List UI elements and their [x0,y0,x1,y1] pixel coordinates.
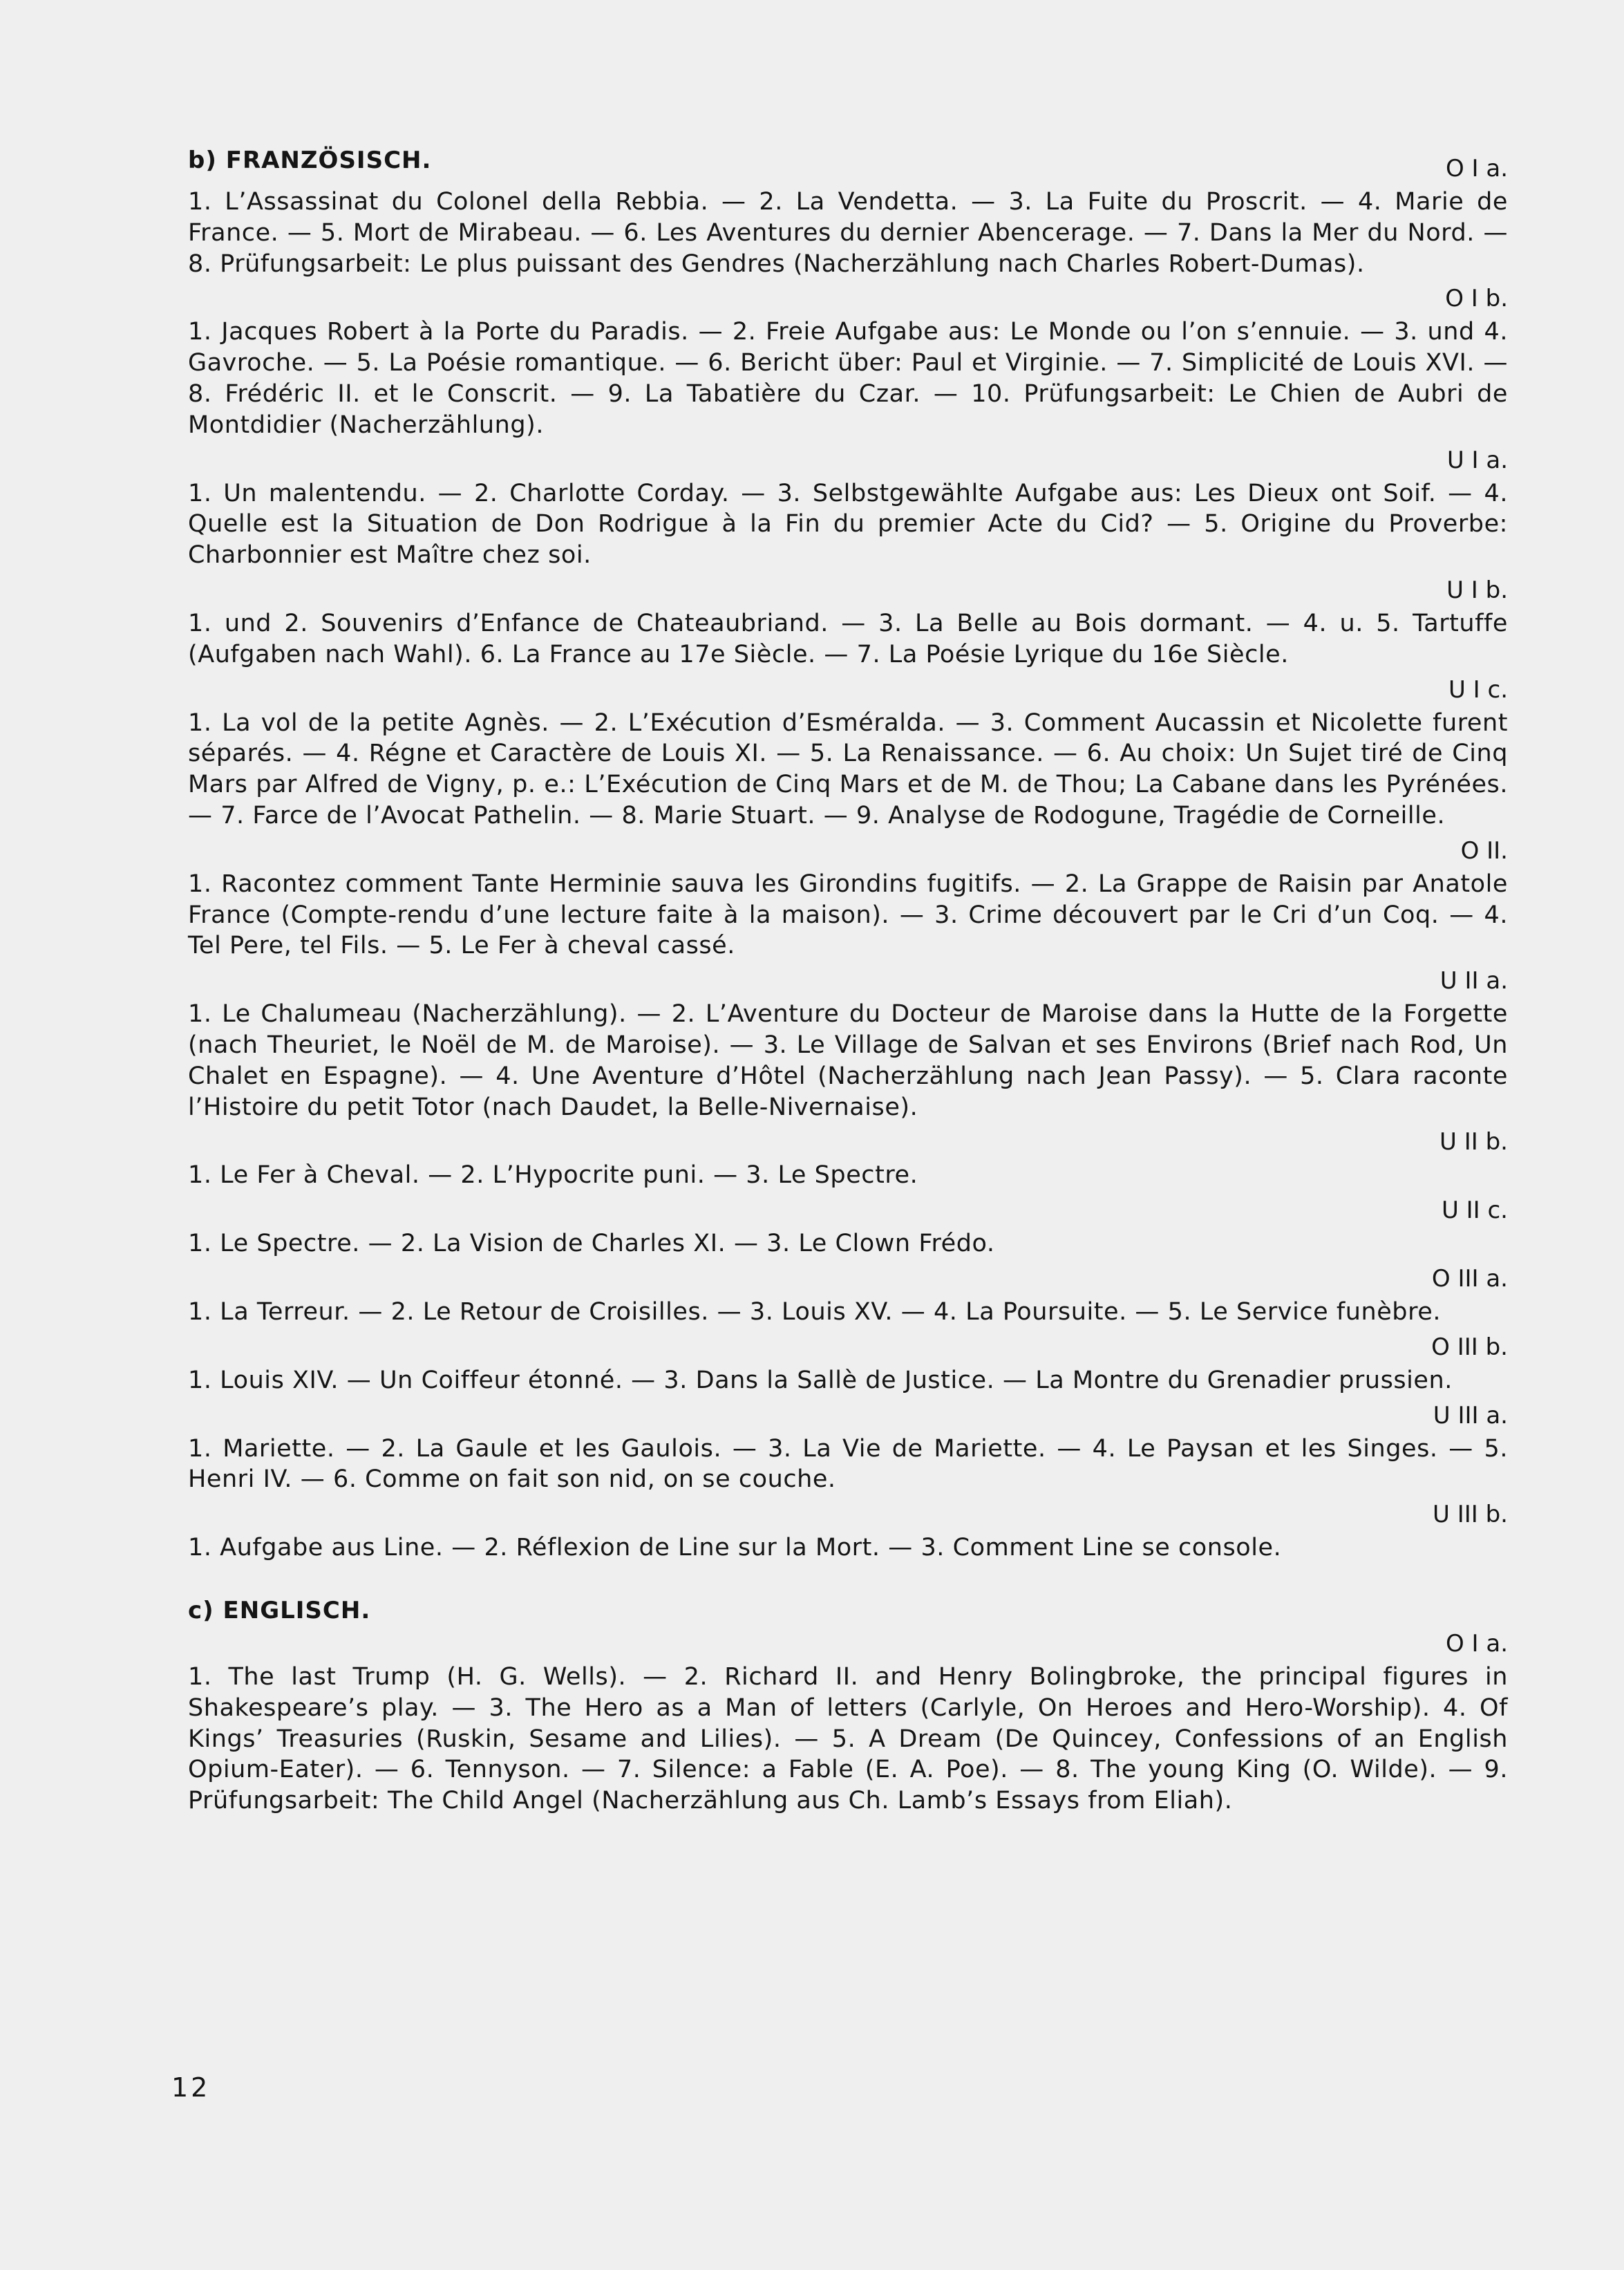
class-label: U III a. [1433,1401,1508,1429]
assignment-list: 1. La Terreur. — 2. Le Retour de Croisilles. — 3. Louis XV. — 4. La Poursuite. — 5. Le Service funèbre. [188,1297,1442,1326]
class-label: O I a. [1445,155,1508,182]
section-title: c) ENGLISCH. [188,1596,371,1624]
content-column [188,147,1508,1821]
class-label: U I c. [1448,675,1508,704]
page-number: 12 [171,2072,211,2103]
assignment-list: 1. Le Chalumeau (Nacherzählung). — 2. L’Aventure du Docteur de Maroise dans la Hutte de la Forgette (nach Theuriet, le Noël de M. de Maroise). — 3. Le Village de Salvan et ses Environs (Brief nach Rod, Un Chalet en Espagne). — 4. Une Aventure d’Hôtel (Nacherzählung nach Jean Passy). — 5. Clara raconte l’Histoire du petit Totor (nach Daudet, la Belle-Nivernaise). [188,1000,1508,1121]
section-englisch [188,1597,1508,1817]
assignment-list: 1. Le Spectre. — 2. La Vision de Charles XI. — 3. Le Clown Frédo. [188,1230,995,1258]
assignment-list: 1. Jacques Robert à la Porte du Paradis. — 2. Freie Aufgabe aus: Le Monde ou l’on s’ennuie. — 3. und 4. Gavroche. — 5. La Poésie romantique. — 6. Bericht über: Paul et Virginie. — 7. Simplicité de Louis XVI. — 8. Frédéric II. et le Conscrit. — 9. La Tabatière du Czar. — 10. Prüfungsarbeit: Le Chien de Aubri de Montdidier (Nacherzählung). [188,318,1508,439]
class-label: O I a. [1445,1629,1508,1658]
assignment-list: 1. Mariette. — 2. La Gaule et les Gaulois. — 3. La Vie de Mariette. — 4. Le Paysan et les Singes. — 5. Henri IV. — 6. Comme on fait son nid, on se couche. [188,1434,1508,1494]
class-label: U I a. [1446,446,1508,474]
assignment-list: 1. The last Trump (H. G. Wells). — 2. Richard II. and Henry Bolingbroke, the principal figures in Shakespeare’s play. — 3. The Hero as a Man of letters (Carlyle, On Heroes and Hero-Worship). 4. Of Kings’ Treasuries (Ruskin, Sesame and Lilies). — 5. A Dream (De Quincey, Confessions of an English Opium-Eater). — 6. Tennyson. — 7. Silence: a Fable (E. A. Poe). — 8. The young King (O. Wilde). — 9. Prüfungsarbeit: The Child Angel (Nacherzählung aus Ch. Lamb’s Essays from Eliah). [188,1662,1508,1815]
assignment-list: 1. Aufgabe aus Line. — 2. Réflexion de Line sur la Mort. — 3. Comment Line se console. [188,1534,1282,1562]
class-label: O I b. [1445,285,1508,313]
assignment-list: 1. Le Fer à Cheval. — 2. L’Hypocrite puni. — 3. Le Spectre. [188,1161,918,1190]
assignment-list: 1. L’Assassinat du Colonel della Rebbia. — 2. La Vendetta. — 3. La Fuite du Proscrit. — 4. Marie de France. — 5. Mort de Mirabeau. — 6. Les Aventures du dernier Abencerage. — 7. Dans la Mer du Nord. — 8. Prüfungsarbeit: Le plus puissant des Gendres (Nacherzählung nach Charles Robert-Dumas). [188,188,1508,278]
class-label: U II b. [1439,1128,1508,1156]
class-label: O III a. [1431,1264,1508,1293]
assignment-list: 1. und 2. Souvenirs d’Enfance de Chateaubriand. — 3. La Belle au Bois dormant. — 4. u. 5. Tartuffe (Aufgaben nach Wahl). 6. La France au 17e Siècle. — 7. La Poésie Lyrique du 16e Siècle. [188,609,1508,668]
assignment-list: 1. La vol de la petite Agnès. — 2. L’Exécution d’Esméralda. — 3. Comment Aucassin et Nicolette furent séparés. — 4. Régne et Caractère de Louis XI. — 5. La Renaissance. — 6. Au choix: Un Sujet tiré de Cinq Mars par Alfred de Vigny, p. e.: L’Exécution de Cinq Mars et de M. de Thou; La Cabane dans les Pyrénées. — 7. Farce de l’Avocat Pathelin. — 8. Marie Stuart. — 9. Analyse de Rodogune, Tragédie de Corneille. [188,709,1508,829]
assignment-list: 1. Racontez comment Tante Herminie sauva les Girondins fugitifs. — 2. La Grappe de Raisin par Anatole France (Compte-rendu d’une lecture faite à la maison). — 3. Crime découvert par le Cri d’un Coq. — 4. Tel Pere, tel Fils. — 5. Le Fer à cheval cassé. [188,870,1508,960]
class-label: O III b. [1431,1333,1508,1361]
class-label: U II a. [1439,967,1508,995]
assignment-list: 1. Louis XIV. — Un Coiffeur étonné. — 3. Dans la Sallè de Justice. — La Montre du Grenadier prussien. [188,1366,1453,1394]
assignment-list: 1. Un malentendu. — 2. Charlotte Corday. — 3. Selbstgewählte Aufgabe aus: Les Dieux ont Soif. — 4. Quelle est la Situation de Don Rodrigue à la Fin du premier Acte du Cid? — 5. Origine du Proverbe: Charbonnier est Maître chez soi. [188,479,1508,570]
section-spacer [188,1568,1508,1597]
section-title: b) FRANZÖSISCH. [188,147,432,174]
class-label: O II. [1460,836,1508,865]
class-label: U II c. [1441,1197,1508,1225]
section-franzoesisch [188,147,1508,1564]
class-label: U III b. [1433,1501,1508,1529]
class-label: U I b. [1446,576,1508,604]
